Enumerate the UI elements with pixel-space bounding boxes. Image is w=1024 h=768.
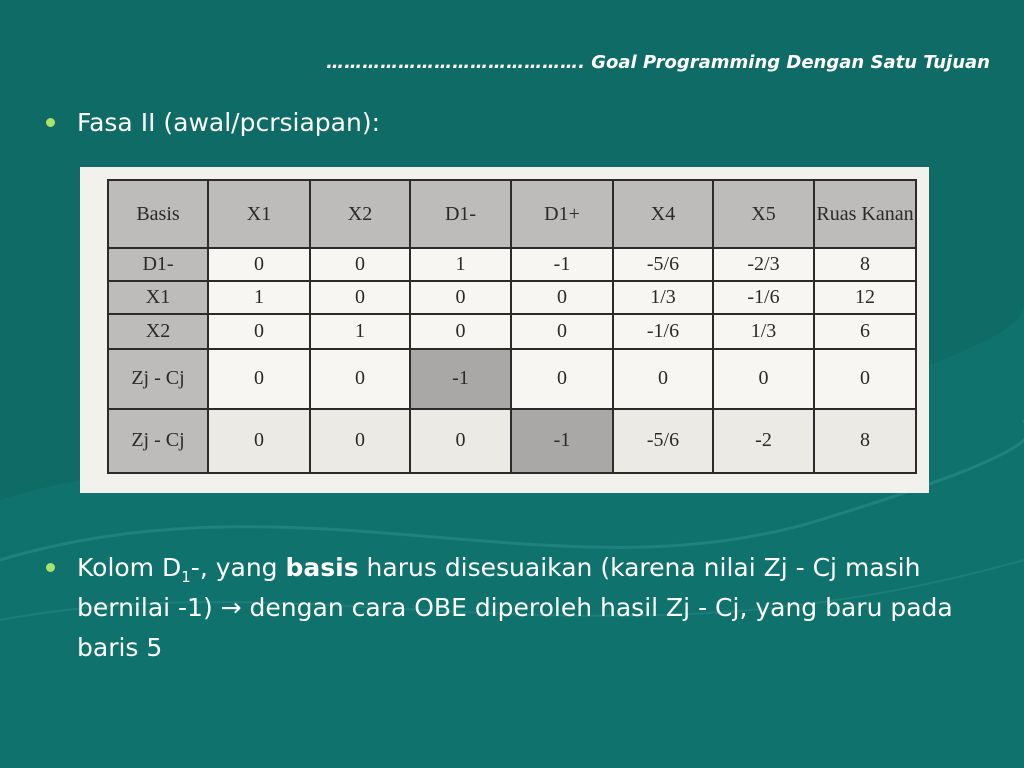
- header-cell: X5: [713, 180, 814, 248]
- bullet-fasa-ii: [46, 107, 380, 139]
- table-cell: 0: [208, 248, 310, 281]
- table-cell: -2/3: [713, 248, 814, 281]
- table-cell: -1: [511, 248, 613, 281]
- bullet-kolom-d1: [46, 548, 996, 668]
- table-cell: -1/6: [713, 281, 814, 314]
- table-row: [108, 349, 916, 409]
- table-cell: 8: [814, 248, 916, 281]
- table-header-row: [108, 180, 916, 248]
- bullet-text-part: -, yang: [190, 553, 286, 582]
- table-cell: 1/3: [613, 281, 713, 314]
- simplex-table: [107, 179, 917, 474]
- table-cell: 0: [511, 314, 613, 348]
- table-row: [108, 314, 916, 348]
- bullet-text-part: Kolom D: [77, 553, 182, 582]
- table-row: [108, 248, 916, 281]
- table-cell: 6: [814, 314, 916, 348]
- table-cell: 0: [511, 349, 613, 409]
- table-cell: 8: [814, 409, 916, 473]
- table-row: [108, 409, 916, 473]
- bullet-icon: [46, 563, 55, 572]
- table-cell: 0: [310, 349, 410, 409]
- bullet-text: Fasa II (awal/pcrsiapan):: [77, 108, 380, 137]
- header-cell: Basis: [108, 180, 208, 248]
- table-cell: -5/6: [613, 248, 713, 281]
- row-label: D1-: [108, 248, 208, 281]
- table-cell: -1/6: [613, 314, 713, 348]
- table-cell-highlighted: -1: [410, 349, 511, 409]
- header-cell: X1: [208, 180, 310, 248]
- table-cell: 0: [310, 409, 410, 473]
- bullet-icon: [46, 118, 55, 127]
- table-cell: 0: [310, 248, 410, 281]
- table-cell: 0: [208, 349, 310, 409]
- header-cell: X2: [310, 180, 410, 248]
- header-cell: X4: [613, 180, 713, 248]
- table-cell: -2: [713, 409, 814, 473]
- table-cell: 0: [814, 349, 916, 409]
- table-cell: 1: [410, 248, 511, 281]
- table-cell: 0: [208, 409, 310, 473]
- row-label: X1: [108, 281, 208, 314]
- row-label: Zj - Cj: [108, 349, 208, 409]
- slide-header: ……………………………………. Goal Programming Dengan Satu Tujuan: [326, 52, 990, 73]
- header-cell: Ruas Kanan: [814, 180, 916, 248]
- subscript: 1: [181, 568, 191, 586]
- bullet-text-part: harus disesuaikan (karena nilai Zj - Cj masih bernilai -1) → dengan cara OBE diperoleh hasil Zj - Cj, yang baru pada baris 5: [77, 553, 953, 662]
- table-cell: 0: [208, 314, 310, 348]
- row-label: X2: [108, 314, 208, 348]
- bullet-text: [77, 548, 987, 668]
- table-cell: 1: [310, 314, 410, 348]
- row-label: Zj - Cj: [108, 409, 208, 473]
- header-cell: D1+: [511, 180, 613, 248]
- table-cell: 0: [310, 281, 410, 314]
- table-cell: -5/6: [613, 409, 713, 473]
- header-cell: D1-: [410, 180, 511, 248]
- table-row: [108, 281, 916, 314]
- table-cell: 0: [410, 281, 511, 314]
- bold-term: basis: [285, 553, 359, 582]
- table-cell: 1/3: [713, 314, 814, 348]
- table-cell: 12: [814, 281, 916, 314]
- table-cell: 0: [511, 281, 613, 314]
- table-cell: 1: [208, 281, 310, 314]
- table-cell: 0: [713, 349, 814, 409]
- table-cell: 0: [410, 409, 511, 473]
- table-cell-highlighted: -1: [511, 409, 613, 473]
- table-cell: 0: [410, 314, 511, 348]
- simplex-table-image: [80, 167, 929, 493]
- table-cell: 0: [613, 349, 713, 409]
